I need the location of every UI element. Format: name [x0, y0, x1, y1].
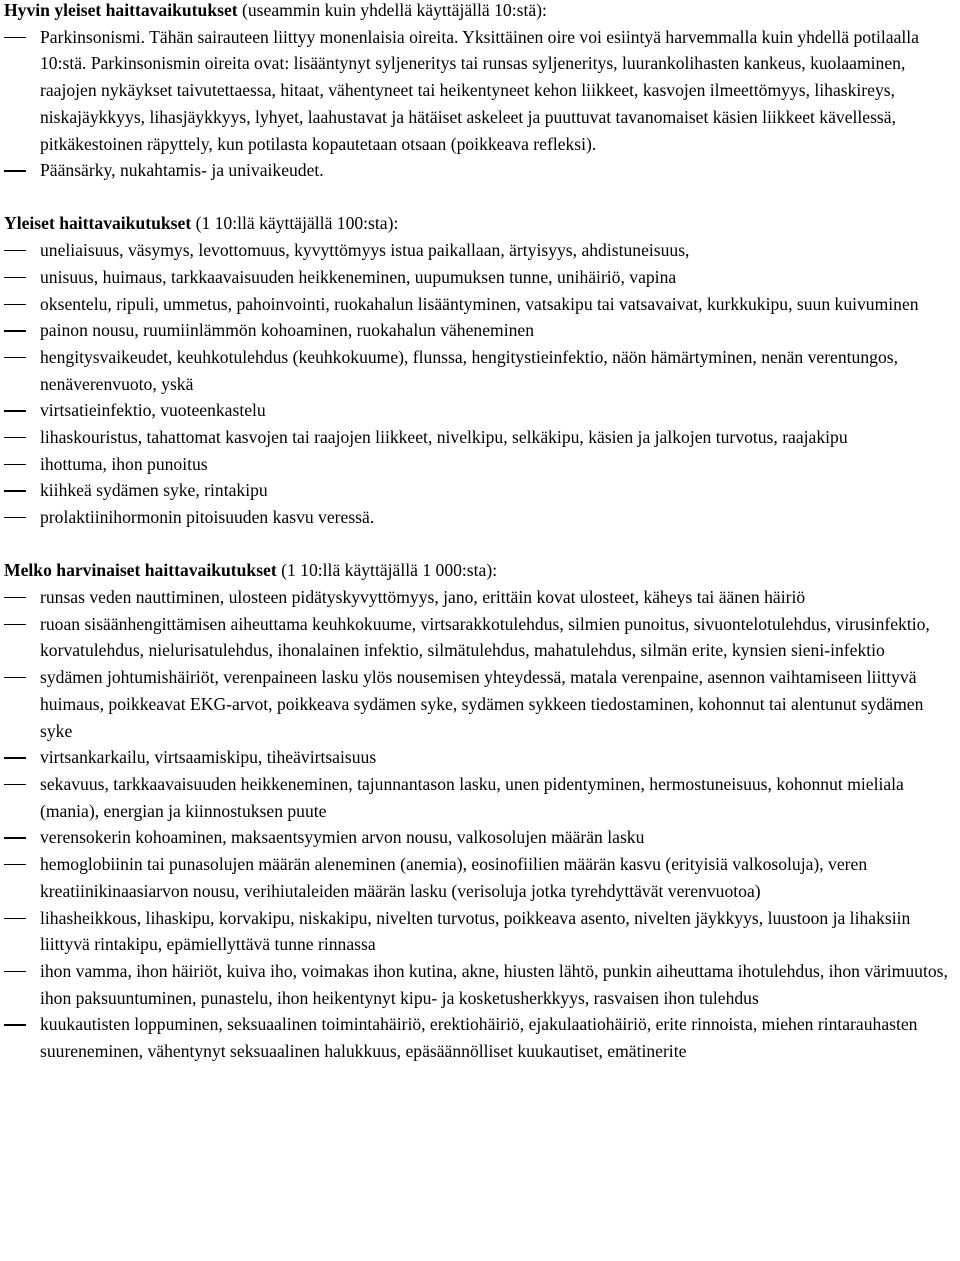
list-item [4, 664, 956, 744]
list-item [4, 157, 956, 184]
list-item [4, 424, 956, 451]
dash-bullet [4, 918, 26, 919]
list-item-text: painon nousu, ruumiinlämmön kohoaminen, ruokahalun väheneminen [40, 320, 534, 341]
list-item-text: ihon vamma, ihon häiriöt, kuiva iho, voimakas ihon kutina, akne, hiusten lähtö, punkin aiheuttama ihotulehdus, ihon värimuutos, ihon paksuuntuminen, punastelu, ihon heikentynyt kipu- ja kosketusherkkyys, rasvaisen ihon tulehdus [40, 960, 948, 1008]
list-item [4, 344, 956, 397]
dash-bullet [4, 250, 26, 251]
dash-bullet [4, 437, 26, 438]
dash-bullet [4, 784, 26, 785]
list-item [4, 771, 956, 824]
list-item-text: kiihkeä sydämen syke, rintakipu [40, 480, 268, 501]
list-item-text: Päänsärky, nukahtamis- ja univaikeudet. [40, 160, 324, 181]
list-item-text: sekavuus, tarkkaavaisuuden heikkeneminen, tajunnantason lasku, unen pidentyminen, hermostuneisuus, kohonnut mieliala (mania), energian ja kiinnostuksen puute [40, 773, 904, 821]
list-item [4, 264, 956, 291]
dash-bullet [4, 304, 26, 305]
list-item-text: runsas veden nauttiminen, ulosteen pidätyskyvyttömyys, jano, erittäin kovat ulosteet, käheys tai äänen häiriö [40, 587, 806, 608]
list-item-text: sydämen johtumishäiriöt, verenpaineen lasku ylös nousemisen yhteydessä, matala verenpaine, asennon vaihtamiseen liittyvä huimaus, poikkeavat EKG-arvot, poikkeava sydämen syke, sydämen sykkeen tiedostaminen, kohonnut tai alentunut sydämen syke [40, 667, 924, 741]
list-item-text: hengitysvaikeudet, keuhkotulehdus (keuhkokuume), flunssa, hengitystieinfektio, näön hämärtyminen, nenän verentungos, nenäverenvuoto, yskä [40, 346, 898, 394]
dash-bullet [4, 837, 26, 838]
list-item [4, 824, 956, 851]
dash-bullet [4, 864, 26, 865]
list-item [4, 397, 956, 424]
dash-bullet [4, 37, 26, 38]
dash-bullet [4, 597, 26, 598]
list-item [4, 1011, 956, 1064]
list-item [4, 477, 956, 504]
side-effect-list [4, 584, 956, 1065]
list-item-text: uneliaisuus, väsymys, levottomuus, kyvyttömyys istua paikallaan, ärtyisyys, ahdistuneisuus, [40, 240, 690, 261]
dash-bullet [4, 277, 26, 278]
section-frequency-note: (useammin kuin yhdellä käyttäjällä 10:stä): [237, 0, 547, 20]
section-heading [4, 210, 956, 237]
dash-bullet [4, 330, 26, 331]
section-heading [4, 557, 956, 584]
section-title: Yleiset haittavaikutukset [4, 213, 192, 234]
dash-bullet [4, 517, 26, 518]
list-item [4, 291, 956, 318]
list-item [4, 905, 956, 958]
section-title: Hyvin yleiset haittavaikutukset [4, 0, 238, 20]
list-item [4, 744, 956, 771]
list-item-text: prolaktiinihormonin pitoisuuden kasvu veressä. [40, 507, 375, 528]
dash-bullet [4, 490, 26, 491]
list-item-text: virtsatieinfektio, vuoteenkastelu [40, 400, 266, 421]
list-item-text: oksentelu, ripuli, ummetus, pahoinvointi, ruokahalun lisääntyminen, vatsakipu tai vatsavaivat, kurkkukipu, suun kuivuminen [40, 293, 919, 314]
list-item [4, 611, 956, 664]
document-page [4, 0, 956, 1065]
side-effect-list [4, 237, 956, 531]
dash-bullet [4, 971, 26, 972]
list-item [4, 317, 956, 344]
list-item-text: virtsankarkailu, virtsaamiskipu, tiheävirtsaisuus [40, 747, 377, 768]
section-title: Melko harvinaiset haittavaikutukset [4, 560, 277, 581]
list-item-text: lihasheikkous, lihaskipu, korvakipu, niskakipu, nivelten turvotus, poikkeava asento, nivelten jäykkyys, luustoon ja lihaksiin liittyvä rintakipu, epämiellyttävä tunne rinnassa [40, 907, 911, 955]
dash-bullet [4, 170, 26, 171]
list-item-text: ruoan sisäänhengittämisen aiheuttama keuhkokuume, virtsarakkotulehdus, silmien punoitus, sivuontelotulehdus, virusinfektio, korvatulehdus, nielurisatulehdus, ihonalainen infektio, silmätulehdus, mahatulehdus, silmän erite, kynsien sieni-infektio [40, 613, 930, 661]
list-item [4, 851, 956, 904]
dash-bullet [4, 410, 26, 411]
list-item [4, 958, 956, 1011]
side-effect-list [4, 24, 956, 184]
dash-bullet [4, 357, 26, 358]
section-frequency-note: (1 10:llä käyttäjällä 100:sta): [191, 213, 399, 234]
section-common [4, 210, 956, 530]
list-item-text: Parkinsonismi. Tähän sairauteen liittyy monenlaisia oireita. Yksittäinen oire voi esiintyä harvemmalla kuin yhdellä potilaalla 10:stä. Parkinsonismin oireita ovat: lisääntynyt syljeneritys tai runsas syljeneritys, luurankolihasten kankeus, kuolaaminen, raajojen nykäykset taivutettaessa, hitaat, vähentyneet tai heikentyneet kehon liikkeet, kasvojen ilmeettömyys, lihaskireys, niskajäykkyys, lihasjäykkyys, lyhyet, laahustavat ja hätäiset askeleet ja puuttuvat tavanomaiset käsien liikkeet kävellessä, pitkäkestoinen räpyttely, kun potilasta kopautetaan otsaan (poikkeava refleksi). [40, 26, 919, 154]
list-item-text: ihottuma, ihon punoitus [40, 453, 208, 474]
list-item-text: kuukautisten loppuminen, seksuaalinen toimintahäiriö, erektiohäiriö, ejakulaatiohäiriö, erite rinnoista, miehen rintarauhasten suureneminen, vähentynyt seksuaalinen halukkuus, epäsäännölliset kuukautiset, emätinerite [40, 1014, 918, 1062]
list-item-text: lihaskouristus, tahattomat kasvojen tai raajojen liikkeet, nivelkipu, selkäkipu, käsien ja jalkojen turvotus, raajakipu [40, 427, 848, 448]
section-heading [4, 0, 956, 24]
dash-bullet [4, 624, 26, 625]
dash-bullet [4, 464, 26, 465]
list-item [4, 24, 956, 158]
list-item-text: unisuus, huimaus, tarkkaavaisuuden heikkeneminen, uupumuksen tunne, unihäiriö, vapina [40, 266, 677, 287]
list-item [4, 584, 956, 611]
dash-bullet [4, 757, 26, 758]
section-very-common [4, 0, 956, 184]
list-item-text: verensokerin kohoaminen, maksaentsyymien arvon nousu, valkosolujen määrän lasku [40, 827, 645, 848]
list-item [4, 451, 956, 478]
section-gap [4, 531, 956, 558]
list-item-text: hemoglobiinin tai punasolujen määrän aleneminen (anemia), eosinofiilien määrän kasvu (erityisiä valkosoluja), veren kreatiinikinaasiarvon nousu, verihiutaleiden määrän lasku (verisoluja jotka tyrehdyttävät verenvuotoa) [40, 854, 868, 901]
section-frequency-note: (1 10:llä käyttäjällä 1 000:sta): [276, 560, 498, 581]
dash-bullet [4, 1024, 26, 1025]
section-uncommon [4, 557, 956, 1064]
section-gap [4, 184, 956, 211]
list-item [4, 237, 956, 264]
list-item [4, 504, 956, 531]
dash-bullet [4, 677, 26, 678]
